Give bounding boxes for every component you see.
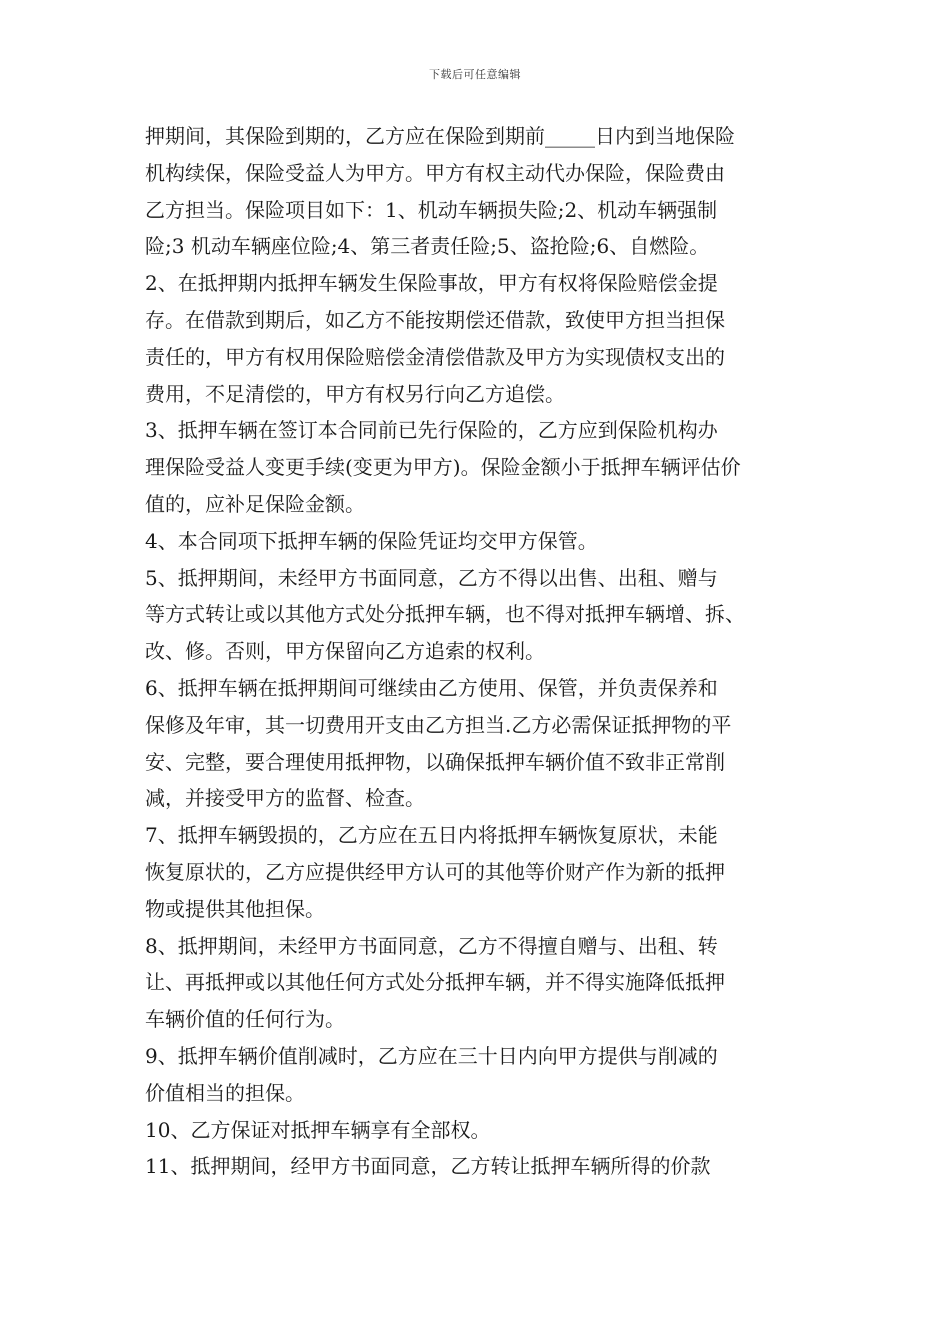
contract-paragraph [145, 1148, 825, 1185]
paragraph-line: 等方式转让或以其他方式处分抵押车辆，也不得对抵押车辆增、拆、 [145, 602, 745, 627]
paragraph-line: 存。在借款到期后，如乙方不能按期偿还借款，致使甲方担当担保 [145, 307, 725, 332]
paragraph-line: 9、抵押车辆价值削减时，乙方应在三十日内向甲方提供与削减的 [145, 1043, 718, 1068]
paragraph-line: 改、修。否则，甲方保留向乙方追索的权利。 [145, 639, 545, 664]
paragraph-line: 5、抵押期间，未经甲方书面同意，乙方不得以出售、出租、赠与 [145, 565, 718, 590]
contract-paragraph [145, 265, 825, 412]
document-body [145, 118, 825, 1185]
paragraph-line: 恢复原状的，乙方应提供经甲方认可的其他等价财产作为新的抵押 [145, 859, 725, 884]
paragraph-line: 押期间，其保险到期的，乙方应在保险到期前_____日内到当地保险 [145, 124, 735, 148]
paragraph-line: 3、抵押车辆在签订本合同前已先行保险的，乙方应到保险机构办 [145, 418, 718, 443]
contract-paragraph [145, 1038, 825, 1112]
contract-paragraph [145, 928, 825, 1038]
contract-paragraph [145, 412, 825, 522]
paragraph-line: 价值相当的担保。 [145, 1080, 305, 1105]
paragraph-line: 保修及年审，其一切费用开支由乙方担当.乙方必需保证抵押物的平 [145, 712, 732, 737]
paragraph-line: 车辆价值的任何行为。 [145, 1007, 345, 1032]
paragraph-line: 乙方担当。保险项目如下：1、机动车辆损失险;2、机动车辆强制 [145, 197, 718, 222]
contract-paragraph [145, 817, 825, 927]
paragraph-line: 物或提供其他担保。 [145, 896, 325, 921]
paragraph-line: 6、抵押车辆在抵押期间可继续由乙方使用、保管，并负责保养和 [145, 675, 718, 700]
paragraph-line: 责任的，甲方有权用保险赔偿金清偿借款及甲方为实现债权支出的 [145, 344, 725, 369]
paragraph-line: 让、再抵押或以其他任何方式处分抵押车辆，并不得实施降低抵押 [145, 970, 725, 995]
contract-paragraph [145, 118, 825, 265]
paragraph-line: 7、抵押车辆毁损的，乙方应在五日内将抵押车辆恢复原状，未能 [145, 823, 718, 848]
paragraph-line: 安、完整，要合理使用抵押物，以确保抵押车辆价值不致非正常削 [145, 749, 725, 774]
contract-paragraph [145, 523, 825, 560]
paragraph-line: 理保险受益人变更手续(变更为甲方)。保险金额小于抵押车辆评估价 [145, 455, 741, 480]
paragraph-line: 减，并接受甲方的监督、检查。 [145, 786, 425, 811]
contract-paragraph [145, 1112, 825, 1149]
paragraph-line: 2、在抵押期内抵押车辆发生保险事故，甲方有权将保险赔偿金提 [145, 271, 718, 296]
paragraph-line: 8、抵押期间，未经甲方书面同意，乙方不得擅自赠与、出租、转 [145, 933, 718, 958]
paragraph-line: 10、乙方保证对抵押车辆享有全部权。 [145, 1117, 491, 1142]
paragraph-line: 11、抵押期间，经甲方书面同意，乙方转让抵押车辆所得的价款 [145, 1154, 711, 1179]
contract-paragraph [145, 670, 825, 817]
paragraph-line: 机构续保，保险受益人为甲方。甲方有权主动代办保险，保险费由 [145, 160, 725, 185]
paragraph-line: 4、本合同项下抵押车辆的保险凭证均交甲方保管。 [145, 528, 598, 553]
page-header: 下载后可任意编辑 [429, 68, 521, 81]
paragraph-line: 险;3 机动车辆座位险;4、第三者责任险;5、盗抢险;6、自燃险。 [145, 234, 710, 259]
paragraph-line: 费用，不足清偿的，甲方有权另行向乙方追偿。 [145, 381, 565, 406]
contract-paragraph [145, 560, 825, 670]
paragraph-line: 值的，应补足保险金额。 [145, 491, 365, 516]
